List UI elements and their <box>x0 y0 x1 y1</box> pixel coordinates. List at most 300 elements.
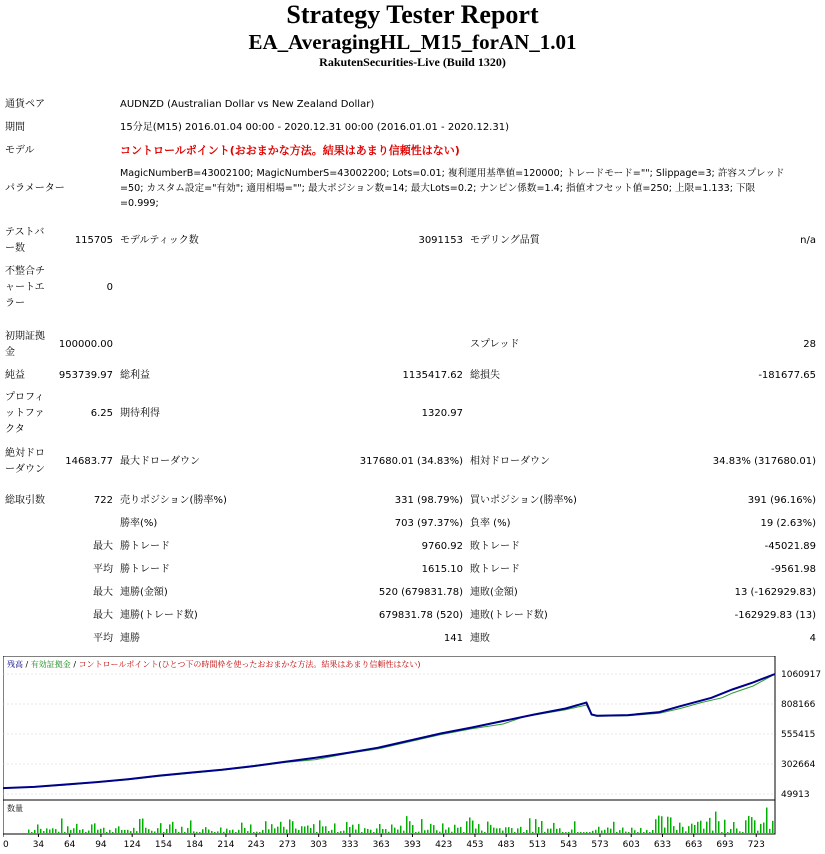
volume-bar <box>640 828 642 833</box>
bars-label-line-1: テストバ <box>5 227 45 238</box>
volume-bar <box>628 832 630 833</box>
y-tick-label: 49913 <box>781 790 810 800</box>
legend-sep-1: / <box>23 660 31 669</box>
volume-bar <box>145 828 147 833</box>
volume-bar <box>718 821 720 833</box>
volume-bar <box>109 830 111 833</box>
volume-bar <box>79 830 81 833</box>
volume-bar <box>658 816 660 833</box>
deposit-label-line-1: 初期証拠 <box>5 331 45 342</box>
volume-bar <box>334 823 336 833</box>
x-tick-label: 243 <box>247 840 265 850</box>
volume-bar <box>688 826 690 833</box>
average-loss-value: -9561.98 <box>771 564 816 575</box>
volume-bar <box>265 821 267 833</box>
volume-bar <box>259 832 261 833</box>
volume-bar <box>361 832 363 833</box>
volume-bar <box>601 830 603 833</box>
consecutive-profit-value: 679831.78 (520) <box>378 610 463 621</box>
x-tick-label: 543 <box>560 840 578 850</box>
ticks-label: モデルティック数 <box>120 235 199 246</box>
volume-bar <box>373 832 375 833</box>
deposit-value: 100000.00 <box>58 339 113 350</box>
average-loss-label: 敗トレード <box>470 564 520 575</box>
mismatch-value: 0 <box>106 282 113 293</box>
volume-bar <box>61 818 63 833</box>
y-tick-label: 555415 <box>781 730 816 740</box>
volume-bar <box>364 828 366 833</box>
volume-bar <box>685 831 687 833</box>
largest-win-label: 勝トレード <box>120 541 170 552</box>
volume-bar <box>487 822 489 833</box>
x-tick-label: 64 <box>63 840 76 850</box>
volume-bar <box>127 830 129 833</box>
volume-bar <box>175 829 177 833</box>
max-consecutive-label: 最大 <box>93 587 113 598</box>
volume-bar <box>505 827 507 833</box>
short-positions-label: 売りポジション(勝率%) <box>120 495 227 506</box>
x-tick-label: 214 <box>217 840 235 850</box>
volume-bar <box>586 832 588 833</box>
gross-loss-value: -181677.65 <box>758 370 816 381</box>
x-tick-label: 94 <box>95 840 107 850</box>
volume-bar <box>205 827 207 833</box>
volume-bar <box>286 830 288 833</box>
volume-bar <box>532 832 534 833</box>
model-label: モデル <box>5 145 35 156</box>
y-axis-ticks <box>781 670 821 800</box>
expected-payoff-value: 1320.97 <box>421 408 463 419</box>
x-tick-label: 0 <box>3 840 9 850</box>
profit-factor-label-line-1: プロフィ <box>5 392 45 403</box>
volume-bar <box>319 820 321 833</box>
volume-bar <box>415 832 417 833</box>
volume-bar <box>481 831 483 833</box>
params-label: パラメーター <box>5 183 65 194</box>
volume-bar <box>478 824 480 833</box>
volume-bar <box>676 830 678 833</box>
volume-bar <box>643 832 645 833</box>
volume-bar <box>700 821 702 833</box>
abs-drawdown-label-line-2: ーダウン <box>5 464 45 475</box>
volume-bar <box>151 831 153 833</box>
largest-loss-label: 敗トレード <box>470 541 520 552</box>
volume-bar <box>490 825 492 833</box>
volume-bar <box>154 831 156 833</box>
spread-value: 28 <box>803 339 816 350</box>
volume-bar <box>508 827 510 833</box>
volume-bar <box>412 825 414 833</box>
volume-bar <box>130 831 132 833</box>
volume-bar <box>322 826 324 833</box>
loss-rate-label: 負率 (%) <box>470 518 511 529</box>
volume-bar <box>763 823 765 833</box>
volume-bar <box>703 829 705 833</box>
spread-label: スプレッド <box>470 339 520 350</box>
volume-bar <box>679 823 681 833</box>
volume-bar <box>397 830 399 833</box>
volume-bar <box>451 832 453 833</box>
volume-bar <box>211 831 213 833</box>
volume-bar <box>31 832 33 833</box>
volume-bar <box>88 831 90 833</box>
volume-bar <box>427 830 429 833</box>
volume-bar <box>445 830 447 833</box>
symbol-value: AUDNZD (Australian Dollar vs New Zealand Dollar) <box>120 99 375 110</box>
volume-bar <box>187 828 189 833</box>
volume-bar <box>304 826 306 833</box>
x-tick-label: 723 <box>747 840 765 850</box>
volume-bar <box>85 832 87 833</box>
volume-bar <box>226 829 228 833</box>
volume-bar <box>433 825 435 833</box>
volume-bar <box>562 832 564 833</box>
volume-bar <box>592 831 594 833</box>
volume-bar <box>613 822 615 833</box>
x-tick-label: 184 <box>186 840 204 850</box>
volume-bar <box>598 827 600 833</box>
total-trades-value: 722 <box>93 495 113 506</box>
volume-bar <box>469 817 471 833</box>
volume-bar <box>337 832 339 833</box>
gross-profit-value: 1135417.62 <box>402 370 463 381</box>
volume-bar <box>283 827 285 833</box>
ticks-value: 3091153 <box>418 235 463 246</box>
net-profit-label: 純益 <box>5 370 25 381</box>
volume-bar <box>58 832 60 833</box>
volume-bar <box>181 827 183 833</box>
volume-bar <box>457 828 459 833</box>
volume-bar <box>646 830 648 833</box>
x-tick-label: 363 <box>372 840 390 850</box>
profit-factor-label-line-2: ットファ <box>5 408 45 419</box>
x-tick-label: 633 <box>653 840 672 850</box>
volume-bar <box>664 828 666 833</box>
volume-bar <box>232 830 234 833</box>
volume-bar <box>46 828 48 833</box>
volume-bar <box>82 829 84 833</box>
volume-bar <box>262 830 264 833</box>
volume-bar <box>484 832 486 833</box>
volume-bar <box>316 832 318 833</box>
volume-bar <box>514 832 516 833</box>
volume-bar <box>115 828 117 833</box>
x-tick-label: 603 <box>622 840 640 850</box>
volume-bar <box>520 827 522 833</box>
volume-bar <box>655 819 657 833</box>
volume-bar <box>208 830 210 833</box>
volume-bar <box>724 820 726 833</box>
volume-bar <box>454 825 456 833</box>
x-tick-label: 423 <box>435 840 453 850</box>
volume-bar <box>241 823 243 833</box>
volume-bar <box>625 832 627 833</box>
volume-bar <box>436 830 438 833</box>
volume-bar <box>706 822 708 833</box>
volume-bar <box>517 828 519 833</box>
volume-bar <box>769 829 771 833</box>
volume-bar <box>742 832 744 833</box>
volume-bar <box>118 826 120 833</box>
expected-payoff-label: 期待利得 <box>120 408 160 419</box>
gross-profit-label: 総利益 <box>120 370 150 381</box>
volume-bar <box>616 832 618 833</box>
largest-label: 最大 <box>93 541 113 552</box>
x-tick-label: 124 <box>123 840 141 850</box>
volume-bar <box>235 832 237 833</box>
volume-bar <box>424 830 426 833</box>
loss-rate-value: 19 (2.63%) <box>760 518 816 529</box>
volume-bar <box>637 832 639 833</box>
x-tick-label: 453 <box>466 840 484 850</box>
chart-legend <box>7 659 420 669</box>
volume-bar <box>43 831 45 833</box>
volume-bar <box>715 812 717 833</box>
x-tick-label: 333 <box>341 840 359 850</box>
volume-bar <box>355 830 357 833</box>
period-value: 15分足(M15) 2016.01.04 00:00 - 2020.12.31 00:00 (2016.01.01 - 2020.12.31) <box>120 122 509 133</box>
volume-bar <box>472 821 474 833</box>
volume-bar <box>190 820 192 833</box>
volume-bar <box>139 819 141 833</box>
mismatch-label-line-2: ャートエ <box>5 282 45 293</box>
volume-bar <box>382 829 384 833</box>
broker-build: RakutenSecurities-Live (Build 1320) <box>319 55 506 69</box>
balance-chart <box>3 656 823 854</box>
volume-bar <box>166 829 168 833</box>
volume-bar <box>67 826 69 833</box>
volume-bar <box>172 822 174 833</box>
volume-bar <box>661 816 663 833</box>
avg-consecutive-losses-label: 連敗 <box>470 633 490 644</box>
volume-bar <box>271 824 273 833</box>
volume-bar <box>343 831 345 833</box>
volume-bar <box>709 818 711 833</box>
volume-bar <box>295 829 297 833</box>
params-line-1: MagicNumberB=43002100; MagicNumberS=43002200; Lots=0.01; 複利運用基準値=120000; トレードモード=""; Slippage=3; 許容スプレッド <box>120 168 785 179</box>
volume-bar <box>310 828 312 833</box>
volume-bar <box>160 823 162 833</box>
volume-bar <box>430 824 432 833</box>
volume-bar <box>400 826 402 833</box>
volume-bar <box>499 828 501 833</box>
profit-factor-value: 6.25 <box>90 408 113 419</box>
volume-bar <box>580 832 582 833</box>
volume-bar <box>379 824 381 833</box>
volume-bar <box>349 827 351 833</box>
average-win-label: 勝トレード <box>120 564 170 575</box>
volume-bar <box>739 831 741 833</box>
volume-bar <box>148 829 150 833</box>
y-tick-label: 302664 <box>781 760 816 770</box>
report-title: Strategy Tester Report <box>286 0 539 29</box>
volume-bar <box>694 825 696 833</box>
volume-bar <box>184 832 186 833</box>
rel-drawdown-value: 34.83% (317680.01) <box>712 456 816 467</box>
volume-bar <box>163 832 165 833</box>
volume-bar <box>730 829 732 833</box>
volume-bar <box>649 832 651 833</box>
volume-bar <box>589 832 591 833</box>
volume-bar <box>667 817 669 833</box>
volume-bar <box>529 818 531 833</box>
volume-bar <box>406 816 408 833</box>
volume-bar <box>757 831 759 833</box>
volume-bar <box>91 824 93 833</box>
volume-bar <box>331 830 333 833</box>
gross-loss-label: 総損失 <box>470 370 500 381</box>
volume-bar <box>754 820 756 833</box>
volume-bar <box>73 828 75 833</box>
volume-bar <box>538 827 540 833</box>
average-win-value: 1615.10 <box>421 564 463 575</box>
x-tick-label: 154 <box>154 840 173 850</box>
volume-bar <box>250 824 252 833</box>
volume-bar <box>733 822 735 833</box>
params-line-2: =50; カスタム設定="有効"; 適用相場=""; 最大ポジション数=14; 最大Lots=0.2; ナンピン係数=1.4; 指値オフセット値=250; 上限=1.133; 下限 <box>120 183 756 194</box>
volume-bar <box>256 832 258 833</box>
max-drawdown-label: 最大ドローダウン <box>120 456 200 467</box>
volume-bar <box>247 831 249 833</box>
volume-bar <box>745 820 747 833</box>
volume-bar <box>682 827 684 833</box>
volume-bar <box>448 827 450 833</box>
x-tick-label: 693 <box>716 840 734 850</box>
volume-bar <box>556 829 558 833</box>
volume-bar <box>634 830 636 833</box>
largest-win-value: 9760.92 <box>421 541 463 552</box>
volume-bar <box>544 832 546 833</box>
volume-bar <box>55 829 57 833</box>
volume-bar <box>196 832 198 833</box>
volume-bar <box>421 819 423 833</box>
volume-bar <box>142 819 144 833</box>
consecutive-loss-label: 連敗(トレード数) <box>470 610 548 621</box>
volume-bar <box>574 821 576 833</box>
volume-bar <box>244 828 246 833</box>
rel-drawdown-label: 相対ドローダウン <box>470 456 550 467</box>
long-positions-value: 391 (96.16%) <box>747 495 816 506</box>
volume-bar <box>202 829 204 833</box>
legend-equity: 有効証拠金 <box>30 660 71 669</box>
volume-bar <box>346 822 348 833</box>
volume-bar <box>565 832 567 833</box>
volume-bar <box>217 831 219 833</box>
consecutive-wins-label: 連勝(金額) <box>120 587 168 598</box>
volume-bar <box>223 832 225 833</box>
volume-bar <box>367 829 369 833</box>
volume-bar <box>748 816 750 833</box>
volume-bar <box>439 832 441 833</box>
volume-bar <box>541 821 543 833</box>
volume-bar <box>268 829 270 833</box>
volume-bar <box>178 832 180 833</box>
volume-bar <box>493 828 495 833</box>
volume-bar <box>301 826 303 833</box>
volume-bar <box>697 822 699 833</box>
volume-bar <box>28 830 30 833</box>
volume-bar <box>394 828 396 833</box>
long-positions-label: 買いポジション(勝率%) <box>470 495 577 506</box>
y-tick-label: 1060917 <box>781 670 822 680</box>
volume-bar <box>535 819 537 833</box>
volume-bar <box>577 832 579 833</box>
volume-bar <box>463 832 465 833</box>
volume-bar <box>376 828 378 833</box>
volume-bar <box>550 829 552 833</box>
x-tick-label: 573 <box>591 840 609 850</box>
volume-bar <box>526 830 528 833</box>
volume-bar <box>370 830 372 833</box>
quality-value: n/a <box>800 235 816 246</box>
volume-bar <box>691 824 693 833</box>
volume-bar <box>97 830 99 833</box>
ea-name: EA_AveragingHL_M15_forAN_1.01 <box>248 30 577 54</box>
volume-bar <box>199 832 201 833</box>
volume-bar <box>157 828 159 833</box>
volume-bar <box>106 832 108 833</box>
largest-loss-value: -45021.89 <box>764 541 816 552</box>
volume-bar <box>604 830 606 833</box>
volume-bar <box>94 823 96 833</box>
consecutive-profit-label: 連勝(トレード数) <box>120 610 198 621</box>
period-label: 期間 <box>5 122 25 133</box>
volume-bar <box>631 828 633 833</box>
legend-balance: 残高 <box>7 660 23 669</box>
volume-bar <box>460 827 462 833</box>
volume-bar <box>229 830 231 833</box>
volume-bar <box>220 827 222 833</box>
abs-drawdown-label-line-1: 絶対ドロ <box>5 448 45 459</box>
volume-bar <box>388 832 390 833</box>
average-label: 平均 <box>93 564 113 575</box>
volume-bar <box>673 826 675 833</box>
model-value: コントロールポイント(おおまかな方法。結果はあまり信頼性はない) <box>120 144 460 157</box>
consecutive-losses-value: 13 (-162929.83) <box>734 587 816 598</box>
volume-bar <box>766 808 768 833</box>
volume-bar <box>358 824 360 833</box>
deposit-label-line-2: 金 <box>5 347 15 358</box>
volume-bar <box>568 832 570 833</box>
consecutive-losses-label: 連敗(金額) <box>470 587 518 598</box>
volume-bar <box>751 817 753 833</box>
x-tick-label: 303 <box>310 840 328 850</box>
volume-bar <box>496 828 498 833</box>
legend-sep-2: / <box>70 660 79 669</box>
volume-bar <box>136 831 138 833</box>
volume-bar <box>112 832 114 833</box>
volume-bar <box>100 829 102 833</box>
volume-bar <box>103 828 105 833</box>
volume-bar <box>313 824 315 833</box>
mismatch-label-line-1: 不整合チ <box>5 266 45 277</box>
volume-bar <box>553 823 555 833</box>
consecutive-loss-value: -162929.83 (13) <box>734 610 816 621</box>
volume-bar <box>502 831 504 833</box>
profit-factor-label-line-3: クタ <box>5 424 25 435</box>
volume-bar <box>652 830 654 833</box>
params-line-3: =0.999; <box>120 198 159 209</box>
bars-label-line-2: ー数 <box>5 243 25 254</box>
volume-bar <box>418 832 420 833</box>
volume-bar <box>274 828 276 833</box>
volume-bar <box>409 821 411 833</box>
volume-bar <box>712 831 714 833</box>
win-rate-value: 703 (97.37%) <box>394 518 463 529</box>
x-axis-ticks <box>3 834 765 850</box>
volume-bar <box>52 828 54 833</box>
short-positions-value: 331 (98.79%) <box>394 495 463 506</box>
